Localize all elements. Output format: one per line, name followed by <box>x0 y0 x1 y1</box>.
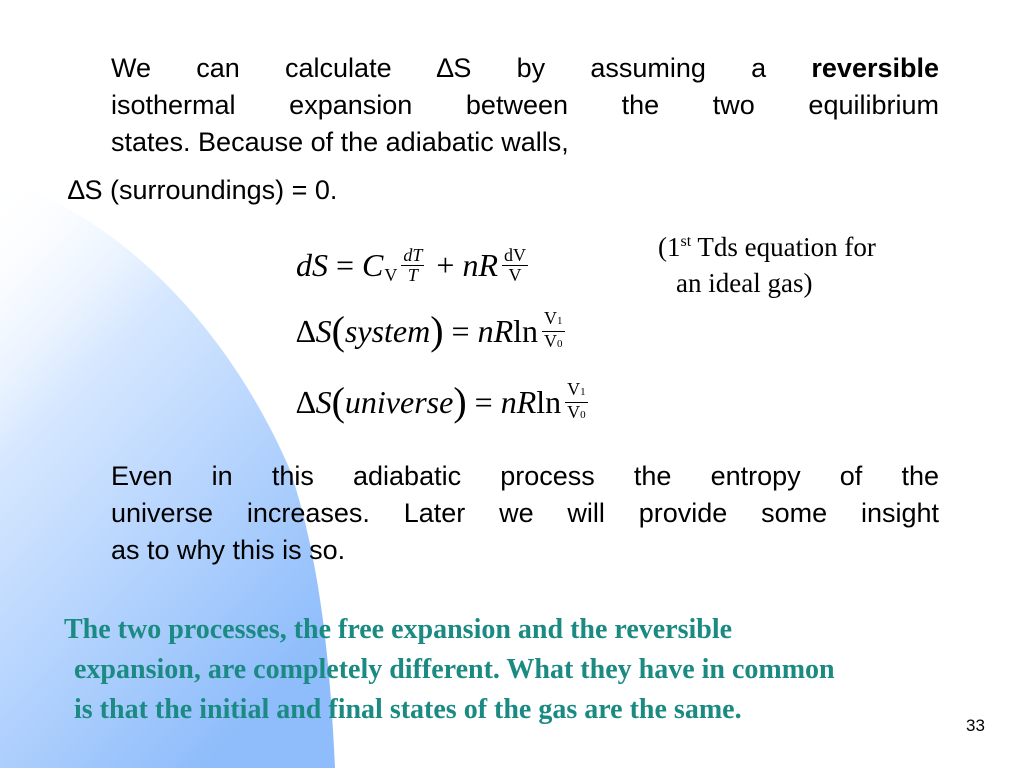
surroundings-statement: ∆S (surroundings) = 0. <box>68 175 338 205</box>
intro-line-2: isothermal expansion between the two equilibrium <box>111 90 939 120</box>
reversible-emphasis: reversible <box>811 53 939 83</box>
conclusion-line-1: Even in this adiabatic process the entropy of the <box>111 461 939 491</box>
fraction-v1-v0-universe: $\frac{V1}{V0}$ <box>567 378 586 422</box>
equation-ds: dS = C V $\frac{dT}{T}$ + nR $\frac{dV}{V}$ <box>296 244 526 285</box>
conclusion-line-3: as to why this is so. <box>111 535 346 565</box>
summary-line-1: The two processes, the free expansion and the reversible <box>64 614 733 645</box>
intro-line-3: states. Because of the adiabatic walls, <box>111 127 569 157</box>
equation-note: (1st Tds equation for an ideal gas) <box>658 232 876 298</box>
equation-universe-entropy: ∆ S ( universe ) = nR ln $\frac{V1}{V0}$ <box>296 378 586 424</box>
summary-line-3: is that the initial and final states of the gas are the same. <box>74 694 742 725</box>
conclusion-line-2: universe increases. Later we will provide some insight <box>111 498 939 528</box>
intro-line-1: We can calculate ∆S by assuming a reversible <box>111 53 939 83</box>
page-number: 33 <box>966 716 985 735</box>
fraction-dv-v: $\frac{dV}{V}$ <box>504 244 526 285</box>
fraction-dt-t: $\frac{dT}{T}$ <box>403 244 423 285</box>
summary-line-2: expansion, are completely different. What they have in common <box>74 654 835 685</box>
fraction-v1-v0: $\frac{V1}{V0}$ <box>544 307 563 351</box>
equation-system-entropy: ∆ S ( system ) = nR ln $\frac{V1}{V0}$ <box>296 307 563 353</box>
conclusion-paragraph <box>111 458 939 569</box>
intro-paragraph <box>111 50 939 161</box>
summary-statement <box>64 610 1014 730</box>
